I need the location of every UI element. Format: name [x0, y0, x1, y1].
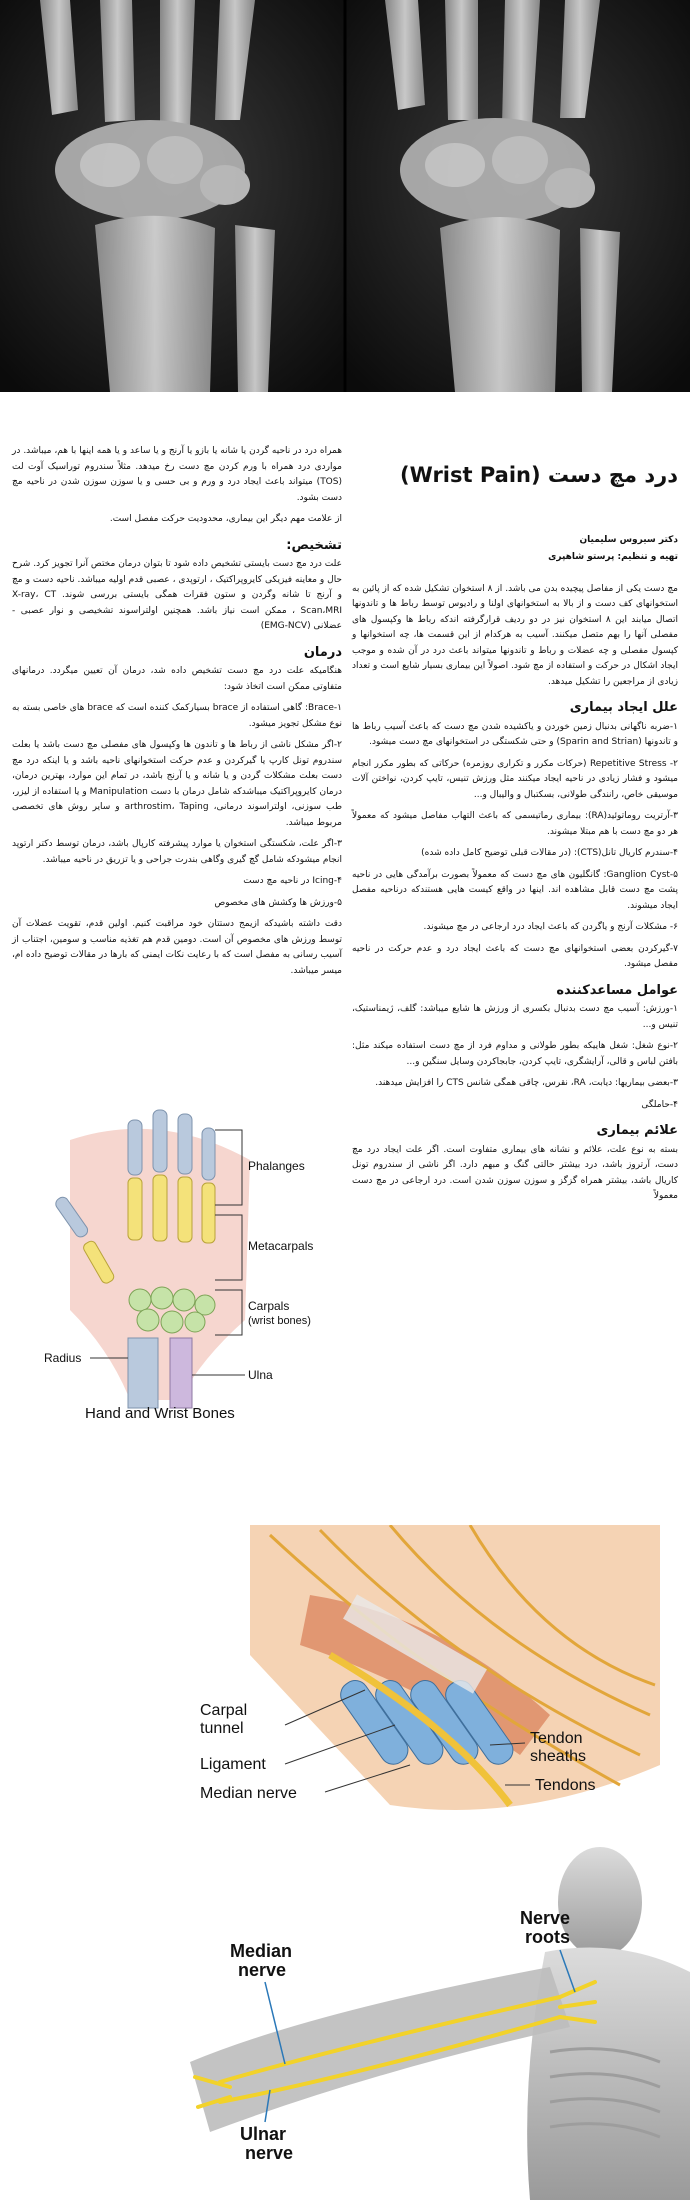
median-nerve-sublabel: nerve: [238, 1960, 287, 1980]
hand-bones-illustration: [10, 1100, 350, 1430]
article-title: درد مچ دست (Wrist Pain): [400, 463, 678, 487]
carpals-sublabel: (wrist bones): [248, 1315, 311, 1327]
carpals-label: Carpals: [248, 1299, 290, 1313]
list-item: ۶- مشکلات آرنج و یاگردن که باعث ایجاد درد ارجاعی در مچ میشوند.: [423, 922, 678, 932]
tendon-label: Tendon: [530, 1730, 583, 1747]
list-item: ۴-Icing در ناحیه مچ دست: [243, 876, 342, 886]
figure-caption: Hand and Wrist Bones: [85, 1405, 235, 1422]
ulnar-nerve-sublabel: nerve: [245, 2143, 294, 2163]
article-right-column: [352, 444, 678, 1211]
list-item: ۲-اگر مشکل ناشی از رباط ها و تاندون ها وکپسول های مفصلی مچ دست باشد یا بعلت سندروم تونل کارپ یا گیرکردن و عدم حرکت استخوانهای ناحیه باشد و یا اینکه درد مچ دست بعلت مشکلات گردن و یا شانه و یا آرنج باشد، در تمام این موارد، بهترین درمان، درمان کایروپراکتیک میباشدکه شامل درمان با دست Manipulation و یا استفاده از لیزر، طب سوزنی، اولتراسوند درمانی، arthrostim، Taping و سایر روش های تخصصی مربوط میباشد.: [12, 740, 342, 828]
wrist-xray-image: [0, 0, 690, 392]
causes-list: [352, 720, 678, 973]
metacarpals-label: Metacarpals: [248, 1239, 314, 1253]
carpal-tunnel-illustration: [190, 1525, 660, 1825]
ulnar-label: Ulnar: [240, 2124, 287, 2144]
phalanges-label: Phalanges: [248, 1159, 305, 1173]
sheaths-label: sheaths: [530, 1748, 587, 1765]
symptom-note: از علامت مهم دیگر این بیماری، محدودیت حرکت مفصل است.: [109, 514, 342, 524]
symptoms-paragraph: بسته به نوع علت، علائم و نشانه های بیماری متفاوت است. اگر علت ایجاد درد مچ دست، آرتروز باشد، درد بیشتر حالتی گنگ و مبهم دارد. اگر ناشی از سندروم تونل کاریال باشد، بیشتر همراه گزگز و سوزن سوزن شدن است. درد ارجاعی در مچ دست معمولاً: [352, 1144, 678, 1201]
list-item: ۱-Brace: گاهی استفاده از brace بسیارکمک کننده است که brace های خاصی بسته به نوع مشکل تجویز میشود.: [12, 703, 342, 729]
diagnosis-paragraph: علت درد مچ دست بایستی تشخیص داده شود تا بتوان درمان مختص آنرا تجویز کرد. شرح حال و معاینه فیزیکی کایروپراکتیک ، ارتوپدی ، عصبی قدم اولیه میباشد. ناحیه دست و مچ و آرنج تا شانه وگردن و ستون فقرات همگی بایستی بررسی شوند. X-ray، CT Scan،MRI ، ممکن است نیاز باشد. همچنین اولتراسوند تشخیصی و نوار عصبی - عضلانی (EMG-NCV): [12, 559, 342, 631]
carpal-tunnel-figure: [190, 1525, 660, 1825]
risk-list: [352, 1002, 678, 1113]
intro-paragraph: مچ دست یکی از مفاصل پیچیده بدن می باشد. از ۸ استخوان تشکیل شده که از پائین به استخوانهای کف دست و از بالا به استخوانهای اولنا و رادیوس توسط رباط ها و تاندونها اتصال میابند این ۸ استخوان نیز در دو ردیف قرارگرفته اندکه رباط ها وکپسول های مفصلی آنها را بهم متصل میکنند. آسیب به هرکدام از این قسمت ها، چه استخوانها و کپسول مفصلی و چه عضلات و رباط و تاندونها میتواند باعث درد در آن شده و موجب ایجاد اشکال در حرکت و استفاده از مچ شود. اصولاً این بیماری بسیار شایع است و تعداد زیادی از مراجعین را تشکیل میدهد.: [352, 583, 678, 687]
treatment-list: [12, 701, 342, 911]
list-item: ۳-بعضی بیماریها: دیابت، RA، نقرس، چاقی همگی شانس CTS را افزایش میدهند.: [375, 1078, 678, 1088]
nerve-label: Nerve: [520, 1908, 571, 1928]
roots-label: roots: [525, 1927, 570, 1947]
treatment-intro: هنگامیکه علت درد مچ دست تشخیص داده شد، درمان آن تعیین میگردد. درمانهای متفاوتی ممکن است اتخاذ شود:: [12, 666, 342, 692]
authors: [352, 532, 678, 566]
article-left-column: [12, 444, 342, 985]
list-item: ۳-اگر علت، شکستگی استخوان یا موارد پیشرفته کارپال باشد، درمان توسط دکتر ارتوپد انجام میشودکه شامل گچ گیری وگاهی بندرت جراحی و یا تزریق در ناحیه میباشد.: [12, 839, 342, 865]
radius-label: Radius: [44, 1351, 82, 1365]
causes-heading: علل ایجاد بیماری: [569, 700, 678, 715]
tendons-label: Tendons: [535, 1777, 596, 1794]
arm-nerves-figure: [190, 1832, 690, 2200]
treatment-heading: درمان: [303, 644, 342, 660]
closing-paragraph: دقت داشته باشیدکه ازیمج دستتان خود مراقبت کنیم. اولین قدم، تقویت عضلات آن توسط ورزش های مخصوص آن است. دومین قدم هم تغذیه مناسب و سومین، اجتناب از آسیب رسانی به مفصل است که با رعایت نکات ایمنی که بارها در مقالات توضیح داده ام، میسر میباشد.: [12, 919, 342, 976]
risk-heading: عوامل مساعدکننده: [556, 982, 678, 998]
list-item: ۴-سندرم کاریال تانل(CTS): (در مقالات قبلی توضیح کامل داده شده): [421, 848, 678, 858]
ligament-label: Ligament: [200, 1756, 266, 1773]
carpal-label: Carpal: [200, 1702, 248, 1719]
arm-nerves-illustration: [190, 1832, 690, 2200]
compiler-name: تهیه و تنظیم: پرستو شاهپری: [548, 551, 678, 562]
ulna-label: Ulna: [248, 1368, 273, 1382]
author-name: دکتر سیروس سلیمیان: [579, 534, 678, 545]
list-item: ۴-حاملگی: [641, 1099, 678, 1110]
list-item: ۱-ورزش: آسیب مچ دست بدنبال بکسری از ورزش ها شایع میباشد: گلف، ژیمناستیک، تنیس و...: [352, 1004, 678, 1030]
diagnosis-heading: تشخیص:: [286, 537, 342, 553]
symptoms-heading: علائم بیماری: [596, 1123, 678, 1138]
list-item: ۵-Ganglion Cyst: گانگلیون های مچ دست که معمولاً بصورت برآمدگی هایی در ناحیه پشت مچ دست قابل مشاهده اند. اینها در واقع کیست هایی هستندکه درناحیه مفصل ایجاد میشوند.: [352, 869, 679, 911]
list-item: ۵-ورزش ها وکشش های مخصوص: [214, 897, 342, 908]
list-item: ۲-نوع شغل: شغل هاییکه بطور طولانی و مداوم فرد از مچ دست استفاده میکند مثل: بافتن لباس و قالی، آرایشگری، تایپ کردن، جابجاکردن وسایل سنگین و...: [352, 1041, 678, 1067]
continuation-paragraph: همراه درد در ناحیه گردن یا شانه یا بازو یا آرنج و یا ساعد و یا همه اینها با هم، میباشد. در مواردی درد همراه با ورم کردن مچ دست رخ میدهد. مثلاً سندروم توراسیک آوت لت (TOS) میتواند باعث ایجاد درد و ورم و بی حسی و یا سوزن سوزن شدن در ناحیه مچ دست بشود.: [12, 446, 342, 503]
list-item: ۱-ضربه ناگهانی بدنبال زمین خوردن و یاکشیده شدن مچ دست که باعث آسیب رباط ها و تاندونها (Sparin and Strian) و حتی شکستگی در استخوانهای مچ دست میشود.: [352, 721, 678, 747]
list-item: ۳-آرتریت روماتوئید(RA): بیماری رماتیسمی که باعث التهاب مفاصل میشود که معمولاً هر دو مچ دست با هم مبتلا میشوند.: [352, 811, 678, 837]
hand-bones-figure: [10, 1100, 350, 1430]
xray-photo: [0, 0, 690, 392]
list-item: ۷-گیرکردن بعضی استخوانهای مچ دست که باعث ایجاد درد و عدم حرکت در ناحیه مفصل میشود.: [352, 943, 678, 969]
tunnel-label: tunnel: [200, 1720, 244, 1737]
median-nerve-label: Median nerve: [200, 1785, 297, 1802]
median-label: Median: [230, 1941, 293, 1961]
list-item: ۲- Repetitive Stress (حرکات مکرر و تکراری روزمره) حرکاتی که بطور مکرر انجام میشود و فشار زیادی در ناحیه ایجاد میکنند مثل ورزش تنیس، تایپ کردن، نواختن آلات موسیقی خاص، رانندگی طولانی، بسکتبال و والیبال و...: [352, 758, 678, 800]
